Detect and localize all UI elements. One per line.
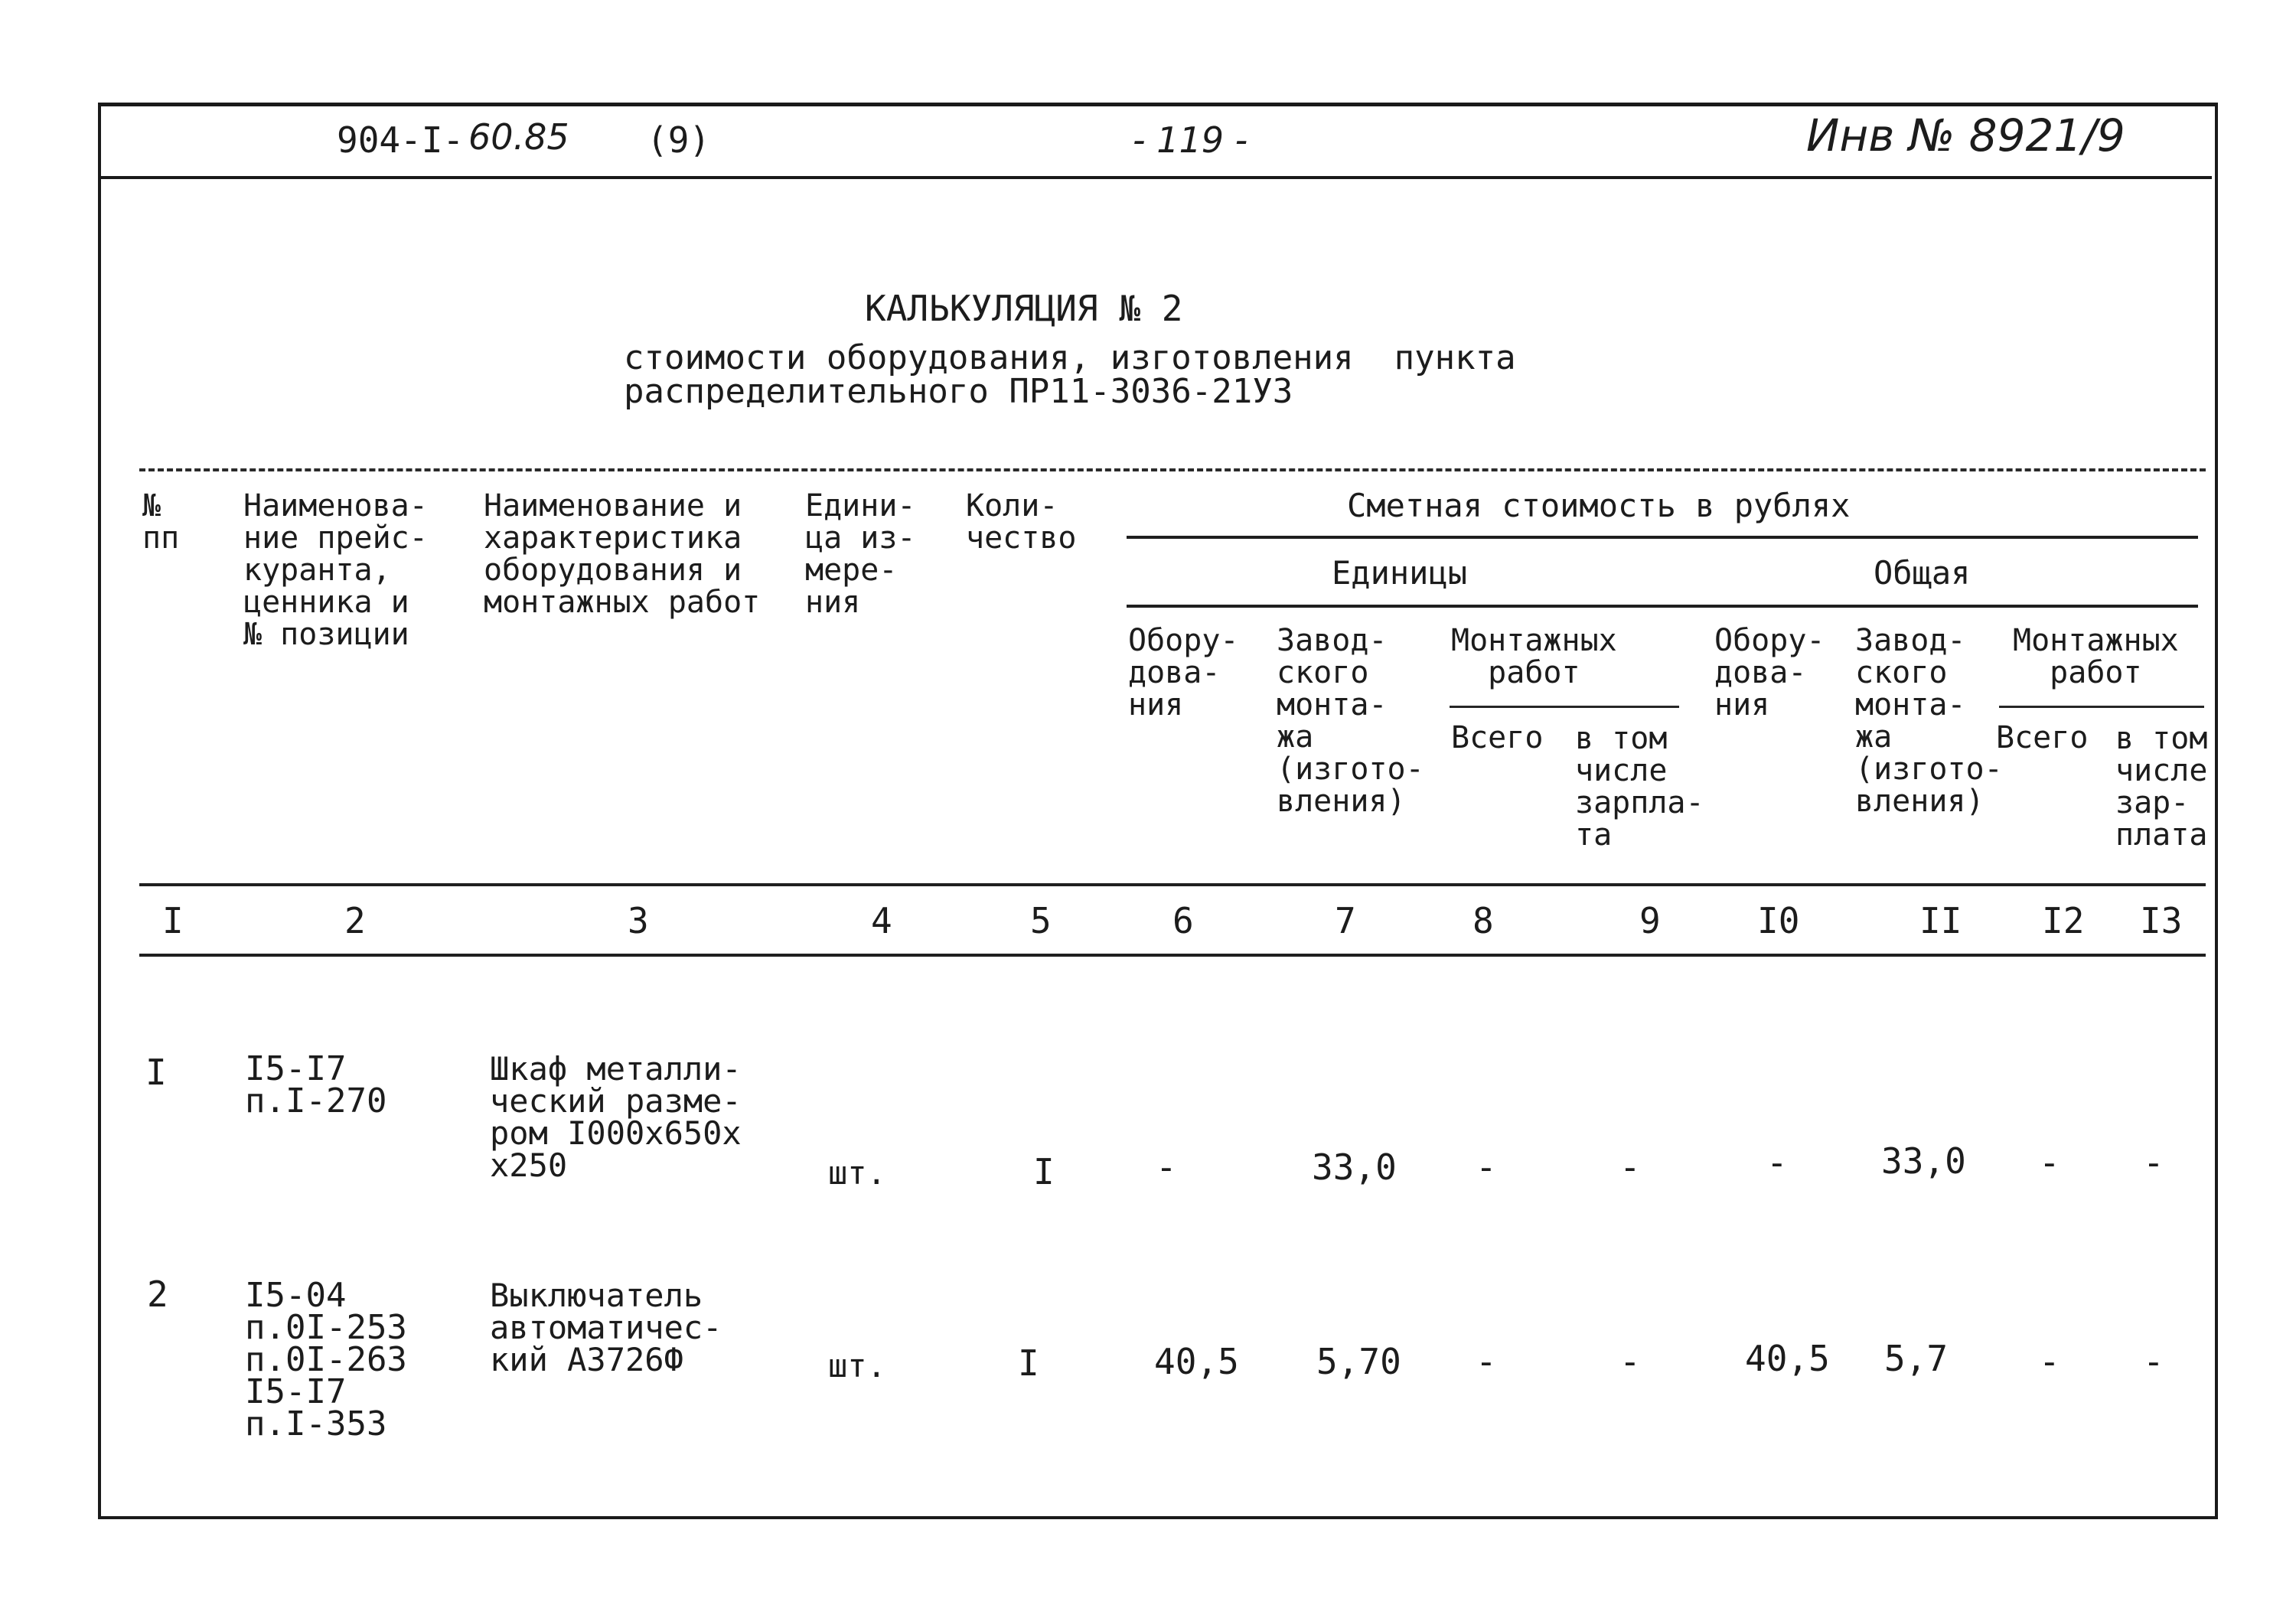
row-1-col-7: 33,0 bbox=[1312, 1146, 1397, 1188]
row-2-col-8: - bbox=[1476, 1341, 1497, 1382]
header-divider bbox=[101, 176, 2212, 179]
row-2-description: Выключатель автоматичес- кий А3726Ф bbox=[490, 1277, 722, 1378]
doc-code: 904-I- bbox=[337, 119, 465, 161]
col-header-description: Наименование и характеристика оборудования и монтажных работ bbox=[484, 488, 761, 620]
row-2-col-10: 40,5 bbox=[1745, 1338, 1830, 1379]
column-number-6: 6 bbox=[1172, 900, 1194, 941]
col-header-total-factory: Завод- ского монта- жа (изгото- вления) bbox=[1855, 623, 2003, 819]
row-2-col-12: - bbox=[2039, 1341, 2060, 1382]
row-2-col-13: - bbox=[2143, 1341, 2164, 1382]
row-1-col-8: - bbox=[1476, 1146, 1497, 1188]
row-1-quantity: I bbox=[1033, 1151, 1055, 1192]
col-header-unit-factory: Завод- ского монта- жа (изгото- вления) bbox=[1277, 623, 1424, 819]
col-group-estimated-cost: Сметная стоимость в рублях bbox=[1347, 487, 1851, 524]
page-number: - 119 - bbox=[1133, 119, 1248, 161]
row-2-price-ref: I5-04 п.0I-253 п.0I-263 I5-I7 п.I-353 bbox=[245, 1276, 407, 1443]
row-2-col-7: 5,70 bbox=[1316, 1341, 1401, 1382]
sheet-number: (9) bbox=[647, 119, 711, 161]
col-header-price-list: Наименова- ние прейс- куранта, ценника и № позиции bbox=[243, 488, 428, 652]
col-header-unit-wages: в том числе зарпла- та bbox=[1575, 721, 1704, 853]
document-title: КАЛЬКУЛЯЦИЯ № 2 bbox=[865, 288, 1183, 329]
row-1-number: I bbox=[145, 1052, 167, 1093]
row-1-col-10: - bbox=[1766, 1142, 1788, 1183]
row-2-col-9: - bbox=[1619, 1341, 1641, 1382]
row-1-unit: шт. bbox=[828, 1154, 886, 1192]
col-header-unit-equipment: Обору- дова- ния bbox=[1128, 623, 1239, 722]
table-top-rule bbox=[139, 468, 2206, 471]
col-header-unit: Едини- ца из- мере- ния bbox=[805, 488, 916, 620]
column-number-5: 5 bbox=[1030, 900, 1052, 941]
col-header-number: № пп bbox=[142, 488, 180, 556]
row-1-col-6: - bbox=[1156, 1146, 1177, 1188]
col-header-total-all: Всего bbox=[1996, 720, 2089, 755]
column-numbers-rule bbox=[139, 954, 2206, 957]
column-number-13: I3 bbox=[2140, 900, 2183, 941]
row-2-col-6: 40,5 bbox=[1154, 1341, 1239, 1382]
header-bottom-rule bbox=[139, 883, 2206, 886]
column-number-8: 8 bbox=[1473, 900, 1494, 941]
col-header-total-wages: в том числе зар- плата bbox=[2115, 721, 2208, 853]
col-group-total: Общая bbox=[1874, 554, 1971, 592]
row-1-col-9: - bbox=[1619, 1146, 1641, 1188]
column-number-12: I2 bbox=[2042, 900, 2085, 941]
row-1-col-11: 33,0 bbox=[1881, 1140, 1966, 1182]
col-header-total-mounting: Монтажных работ bbox=[2013, 623, 2179, 690]
row-2-quantity: I bbox=[1018, 1342, 1039, 1384]
subgroup-rule bbox=[1127, 605, 2198, 608]
col-header-unit-mounting: Монтажных работ bbox=[1451, 623, 1617, 690]
column-number-1: I bbox=[162, 900, 184, 941]
row-2-unit: шт. bbox=[828, 1347, 886, 1385]
column-number-3: 3 bbox=[628, 900, 649, 941]
row-2-col-11: 5,7 bbox=[1884, 1338, 1949, 1379]
title-line-2: распределительного ПР11-3036-21У3 bbox=[624, 372, 1293, 411]
column-number-10: I0 bbox=[1757, 900, 1800, 941]
column-number-9: 9 bbox=[1639, 900, 1661, 941]
row-1-price-ref: I5-I7 п.I-270 bbox=[245, 1049, 387, 1120]
inventory-number: Инв № 8921/9 bbox=[1806, 109, 2125, 161]
column-number-2: 2 bbox=[344, 900, 366, 941]
col-header-unit-all: Всего bbox=[1451, 720, 1544, 755]
column-number-7: 7 bbox=[1335, 900, 1356, 941]
doc-code-handwritten: 60.85 bbox=[468, 116, 569, 158]
title-line-1: стоимости оборудования, изготовления пункта bbox=[624, 338, 1516, 377]
total-mounting-rule bbox=[1999, 706, 2204, 708]
col-group-unit: Единицы bbox=[1332, 554, 1468, 592]
unit-mounting-rule bbox=[1450, 706, 1679, 708]
col-header-quantity: Коли- чество bbox=[966, 488, 1077, 556]
row-2-number: 2 bbox=[147, 1274, 168, 1315]
cost-group-rule bbox=[1127, 536, 2198, 539]
row-1-description: Шкаф металли- ческий разме- ром I000х650х х250 bbox=[490, 1050, 742, 1184]
row-1-col-12: - bbox=[2039, 1142, 2060, 1183]
col-header-total-equipment: Обору- дова- ния bbox=[1714, 623, 1825, 722]
column-number-11: II bbox=[1919, 900, 1962, 941]
row-1-col-13: - bbox=[2143, 1142, 2164, 1183]
column-number-4: 4 bbox=[871, 900, 892, 941]
